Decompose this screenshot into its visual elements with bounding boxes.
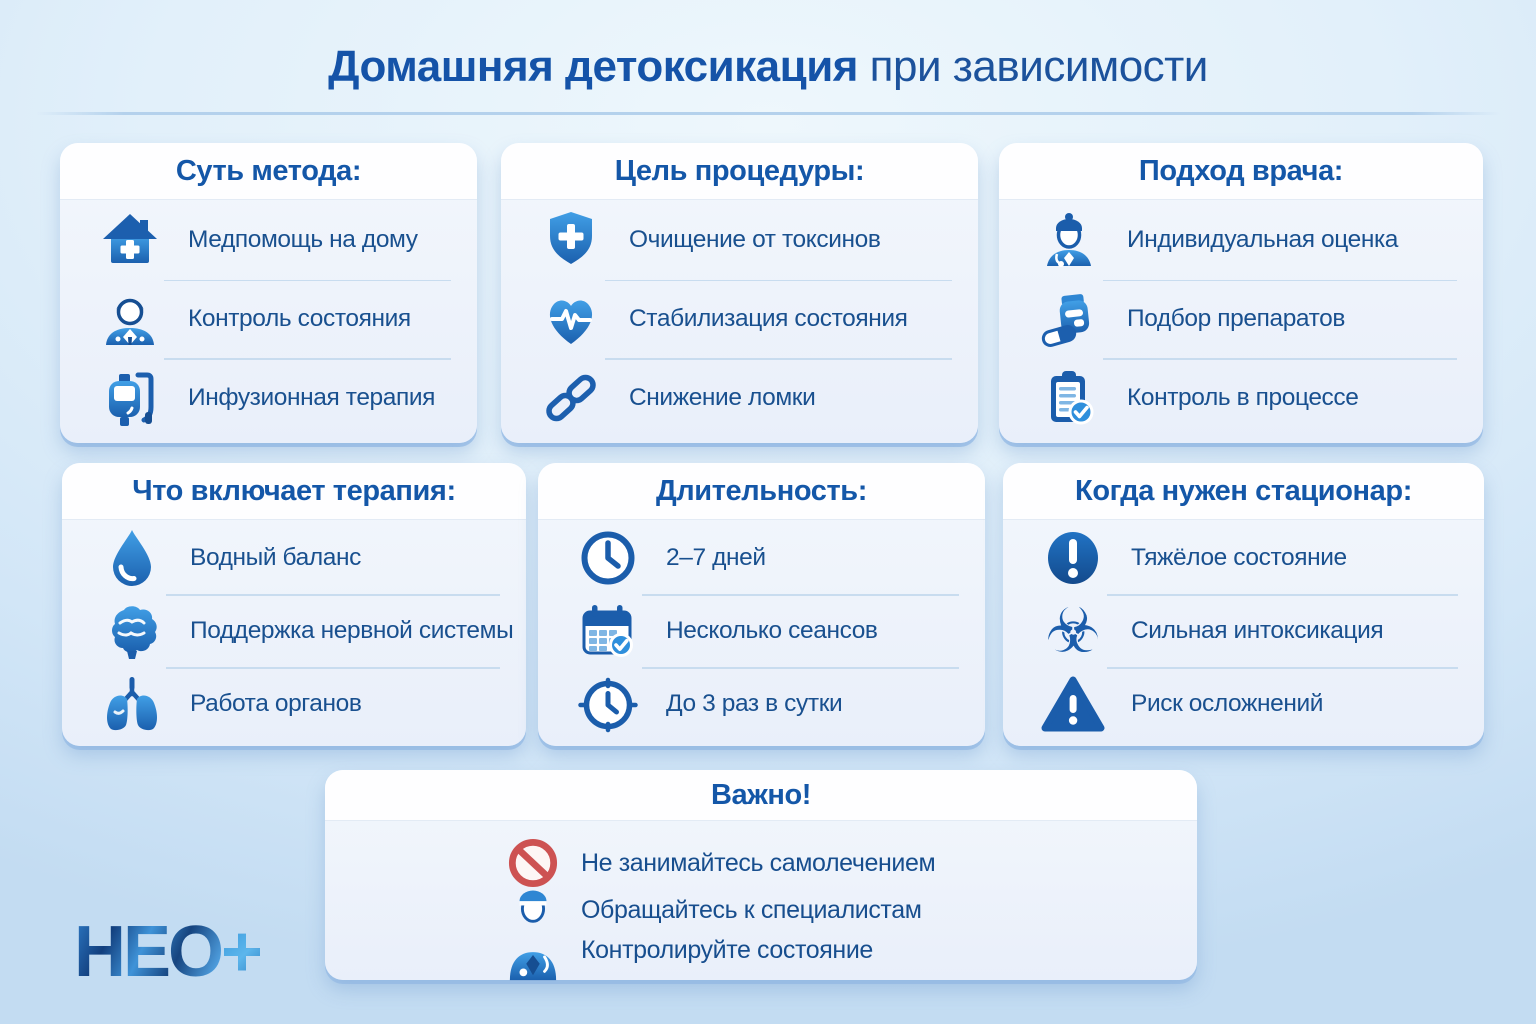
list-item [531, 358, 952, 437]
calendar-check-icon [568, 599, 648, 663]
list-item [568, 594, 959, 667]
biohazard-icon: ☣ [1045, 593, 1101, 667]
page-title-rest: при зависимости [857, 42, 1208, 91]
surgeon-icon [501, 890, 565, 970]
title-divider [36, 112, 1500, 115]
card-method-title: Суть метода: [175, 154, 362, 187]
list-item-label: Тяжёлое состояние [1131, 543, 1347, 571]
list-item [92, 521, 500, 594]
list-item [568, 521, 959, 594]
list-item [1033, 594, 1458, 667]
list-item-label: До 3 раз в сутки [666, 689, 843, 717]
list-item-label: Медпомощь на дому [188, 226, 418, 254]
iv-bag-icon [90, 366, 170, 430]
lungs-icon [92, 672, 172, 736]
card-therapy [62, 463, 526, 746]
card-approach [999, 143, 1483, 443]
house-cross-icon [90, 208, 170, 272]
list-item [90, 358, 451, 437]
list-item-label: Контроль состояния [188, 305, 411, 332]
brain-icon [92, 599, 172, 663]
list-item-label: Стабилизация состояния [629, 305, 908, 332]
list-item [90, 280, 451, 359]
clock-icon [568, 526, 648, 590]
card-duration [538, 463, 985, 746]
heart-pulse-icon [531, 287, 611, 351]
list-item-label: Работа органов [190, 689, 362, 717]
list-item-label: Контроль в процессе [1127, 383, 1359, 411]
page-title-bold: Домашняя детоксикация [328, 42, 858, 91]
neo-plus-logo [74, 912, 261, 992]
alarm-clock-icon [568, 672, 648, 736]
card-important [325, 770, 1197, 980]
exclamation-circle-icon [1033, 526, 1113, 590]
doctor-icon [90, 287, 170, 351]
list-item-label: Водный баланс [190, 543, 361, 571]
card-goal-title: Цель процедуры: [614, 154, 865, 187]
water-drop-icon [92, 526, 172, 590]
list-item-label: Инфузионная терапия [188, 383, 436, 411]
logo-text: НЕО [74, 912, 222, 992]
list-item [531, 280, 952, 359]
important-item-label: Контролируйте состояние [581, 935, 873, 964]
list-item-label: Индивидуальная оценка [1127, 226, 1399, 254]
list-item-label: Очищение от токсинов [629, 226, 881, 254]
list-item-label: Подбор препаратов [1127, 305, 1345, 332]
page-title [0, 42, 1536, 92]
list-item-label: 2–7 дней [666, 543, 766, 571]
list-item [1033, 667, 1458, 740]
doctor-cap-icon [1029, 208, 1109, 272]
logo-plus-icon: + [221, 912, 261, 992]
list-item [92, 667, 500, 740]
list-item-label: Несколько сеансов [666, 616, 878, 644]
card-method [60, 143, 477, 443]
list-item [1033, 521, 1458, 594]
list-item-label: Риск осложнений [1131, 689, 1324, 717]
clipboard-check-icon [1029, 366, 1109, 430]
card-goal [501, 143, 978, 443]
list-item-label: Поддержка нервной системы [190, 616, 514, 644]
card-therapy-title: Что включает терапия: [132, 474, 456, 507]
chain-link-icon [531, 366, 611, 430]
list-item [531, 201, 952, 280]
card-important-title: Важно! [710, 778, 812, 811]
list-item [1029, 358, 1457, 437]
important-item-label: Обращайтесь к специалистам [581, 895, 922, 924]
list-item [1029, 280, 1457, 359]
list-item [1029, 201, 1457, 280]
card-duration-title: Длительность: [656, 474, 867, 507]
list-item [568, 667, 959, 740]
list-item-label: Сильная интоксикация [1131, 616, 1384, 644]
card-hospital [1003, 463, 1484, 746]
list-item [90, 201, 451, 280]
list-item-label: Снижение ломки [629, 383, 816, 411]
pills-icon [1029, 287, 1109, 351]
warning-triangle-icon [1033, 672, 1113, 736]
important-item-label: Не занимайтесь самолечением [581, 848, 936, 877]
list-item [92, 594, 514, 667]
shield-cross-icon [531, 208, 611, 272]
card-hospital-title: Когда нужен стационар: [1075, 474, 1412, 507]
card-approach-title: Подход врача: [1138, 154, 1344, 187]
